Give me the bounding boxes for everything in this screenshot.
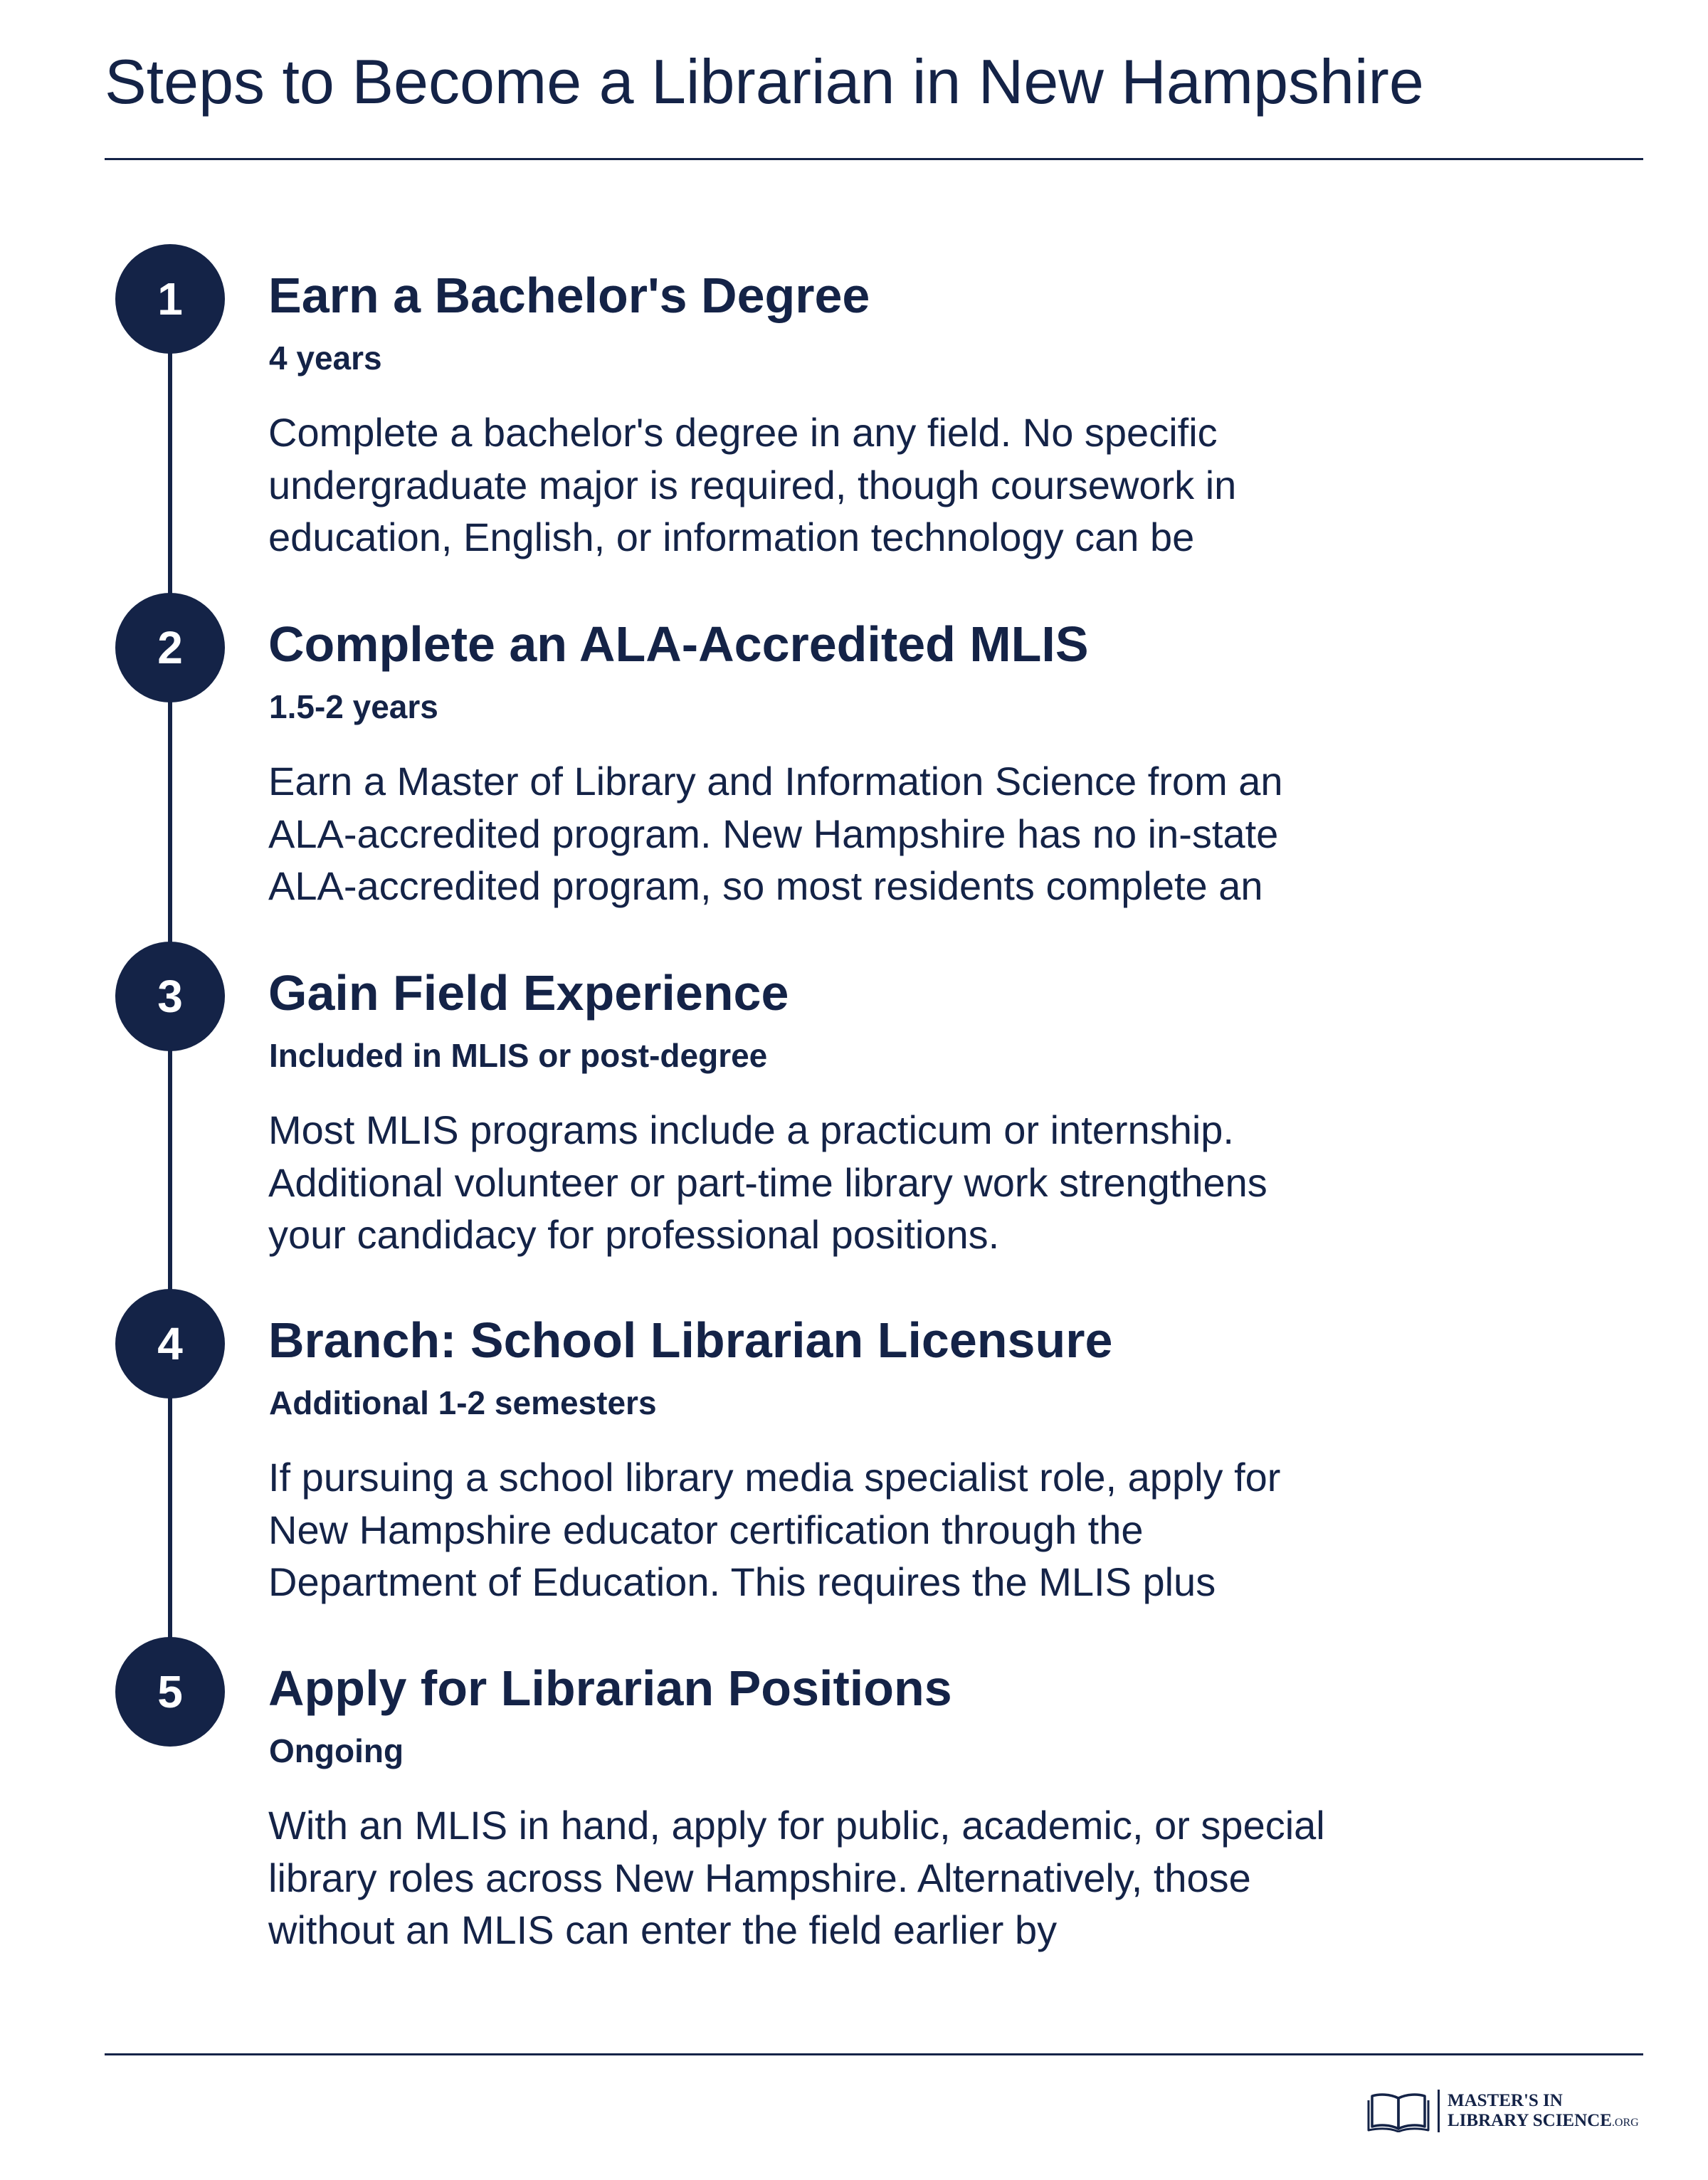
step-duration: 1.5-2 years [269, 688, 438, 725]
step-number-badge: 1 [115, 244, 225, 354]
step-description: Earn a Master of Library and Information Science from an ALA-accredited program. New Hampshire has no in-state ALA-accredited program, so most residents complete an [268, 759, 1283, 908]
step-duration: Ongoing [269, 1732, 404, 1769]
step-title: Apply for Librarian Positions [268, 1660, 952, 1716]
logo-text-line2 [1448, 2111, 1639, 2133]
step-title: Complete an ALA-Accredited MLIS [268, 616, 1089, 672]
step-title: Branch: School Librarian Licensure [268, 1312, 1113, 1368]
logo-text-main: LIBRARY SCIENCE [1448, 2111, 1612, 2130]
step-number-badge: 2 [115, 593, 225, 702]
step-duration: Included in MLIS or post-degree [269, 1037, 768, 1074]
step-title: Gain Field Experience [268, 965, 789, 1021]
step-description: Most MLIS programs include a practicum or internship. Additional volunteer or part-time library work strengthens your candidacy for professional positions. [268, 1107, 1267, 1257]
step-item-3 [0, 943, 1708, 1257]
open-book-icon [1366, 2091, 1430, 2132]
step-duration: Additional 1-2 semesters [269, 1384, 657, 1421]
page-title: Steps to Become a Librarian in New Hampshire [105, 46, 1424, 117]
logo-text-suffix: .ORG [1611, 2117, 1639, 2129]
step-title: Earn a Bachelor's Degree [268, 268, 870, 323]
step-item-5 [0, 1638, 1708, 1952]
step-number-badge: 3 [115, 942, 225, 1051]
step-description: With an MLIS in hand, apply for public, academic, or special library roles across New Hampshire. Alternatively, those without an MLIS can enter the field earlier by [268, 1803, 1325, 1952]
logo-text-line1: MASTER'S IN [1448, 2091, 1563, 2110]
footer-divider [105, 2053, 1643, 2055]
step-description: If pursuing a school library media specialist role, apply for New Hampshire educator certification through the Department of Education. This requires the MLIS plus [268, 1455, 1281, 1604]
site-logo [1361, 2087, 1645, 2137]
header-divider [105, 158, 1643, 160]
step-item-2 [0, 594, 1708, 908]
step-number-badge: 5 [115, 1637, 225, 1747]
logo-divider [1438, 2090, 1440, 2132]
step-description: Complete a bachelor's degree in any field. No specific undergraduate major is required, though coursework in education, English, or information technology can be [268, 410, 1237, 559]
step-item-4 [0, 1290, 1708, 1604]
step-duration: 4 years [269, 339, 382, 377]
step-item-1 [0, 246, 1708, 559]
step-number-badge: 4 [115, 1289, 225, 1399]
